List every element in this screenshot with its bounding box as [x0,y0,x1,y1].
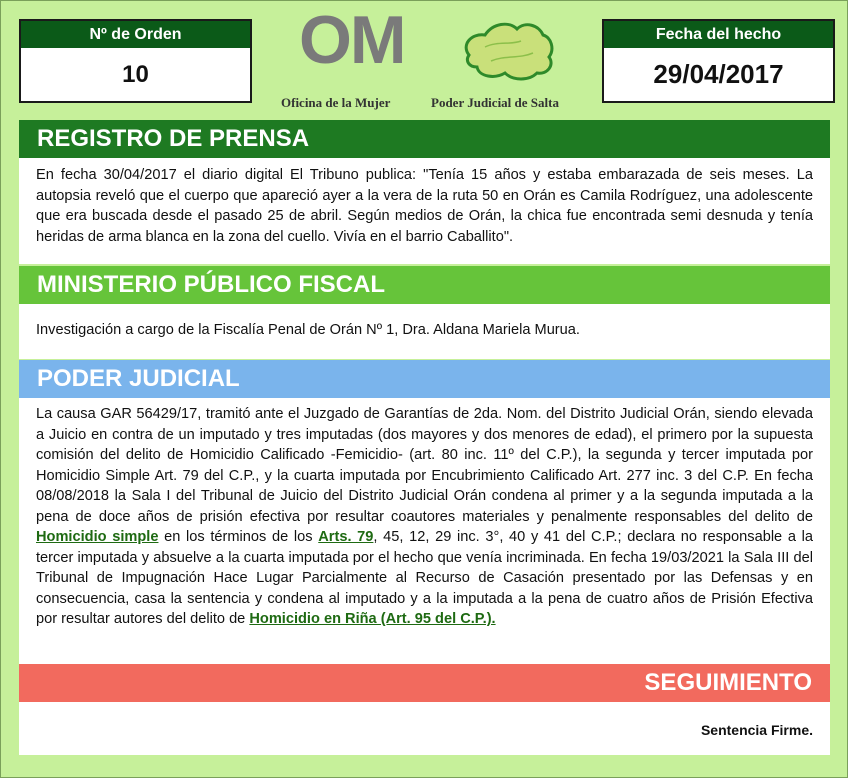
judicial-text-part-1: La causa GAR 56429/17, tramitó ante el Juzgado de Garantías de 2da. Nom. del Distrito Judicial Orán, siendo elevada a Juicio en contra de un imputado y tres imputadas (dos mayores y dos menores de edad), el primero por la supuesta comisión del delito de Homicidio Calificado -Femicidio- (art. 80 inc. 11º del C.P.), la segunda y tercer imputada por Homicidio Simple Art. 79 del C.P., y la cuarta imputada por Encubrimiento Calificado Art. 277 inc. 3 del C.P. En fecha 08/08/2018 la Sala I del Tribunal de Juicio del Distrito Judicial Orán condena al primer y a la segunda imputada a la pena de doce años de prisión efectiva por resultar coautores materiales y penalmente responsables del delito de [36,406,813,525]
press-section-title: REGISTRO DE PRENSA [19,120,830,158]
logo-left-text: Oficina de la Mujer [281,95,391,110]
prosecutor-section [19,266,830,359]
follow-up-section-title: SEGUIMIENTO [19,664,830,702]
om-logo [271,2,581,113]
homicidio-simple-link[interactable]: Homicidio simple [36,529,159,545]
salta-map-icon [451,15,561,87]
order-number-value: 10 [122,61,149,88]
order-number-label: Nº de Orden [21,21,250,48]
logo-mark: OM [299,2,405,78]
judicial-section [19,360,830,702]
event-date-label: Fecha del hecho [604,21,833,48]
prosecutor-section-title: MINISTERIO PÚBLICO FISCAL [19,266,830,304]
follow-up-section-text: Sentencia Firme. [19,702,830,755]
judicial-text-part-3: , 45, 12, 29 inc. 3°, 40 y 41 del C.P.; declara no responsable a la tercer imputada y absuelve a la cuarta imputada por el hecho que venía incriminada. En fecha 19/03/2021 la Sala III del Tribunal de Impugnación Hace Lugar Parcialmente al Recurso de Casación presentado por las Defensas y en consecuencia, casa la sentencia y condena al imputado y a la imputada a la pena de cuatro años de Prisión Efectiva por resultar autores del delito de [36,529,813,627]
press-section-text: En fecha 30/04/2017 el diario digital El Tribuno publica: "Tenía 15 años y estaba embarazada de seis meses. La autopsia reveló que el cuerpo que apareció ayer a la vera de la ruta 50 en Orán es Camila Rodríguez, una adolescente que era buscada desde el pasado 25 de abril. Según medios de Orán, la chica fue encontrada semi desnuda y tenía heridas de arma blanca en la zona del cuello. Vivía en el barrio Caballito". [19,158,830,264]
follow-up-section [19,664,830,755]
judicial-section-title: PODER JUDICIAL [19,360,830,398]
event-date-box [602,19,835,103]
press-section [19,120,830,264]
arts-79-link[interactable]: Arts. 79 [318,529,374,545]
event-date-value: 29/04/2017 [653,59,784,89]
homicidio-en-rina-link[interactable]: Homicidio en Riña (Art. 95 del C.P.). [249,611,496,627]
logo-right-text: Poder Judicial de Salta [431,95,559,110]
prosecutor-section-text: Investigación a cargo de la Fiscalía Penal de Orán Nº 1, Dra. Aldana Mariela Murua. [19,304,830,359]
judicial-section-text [19,398,830,702]
order-number-box [19,19,252,103]
judicial-text-part-2: en los términos de los [158,529,319,545]
